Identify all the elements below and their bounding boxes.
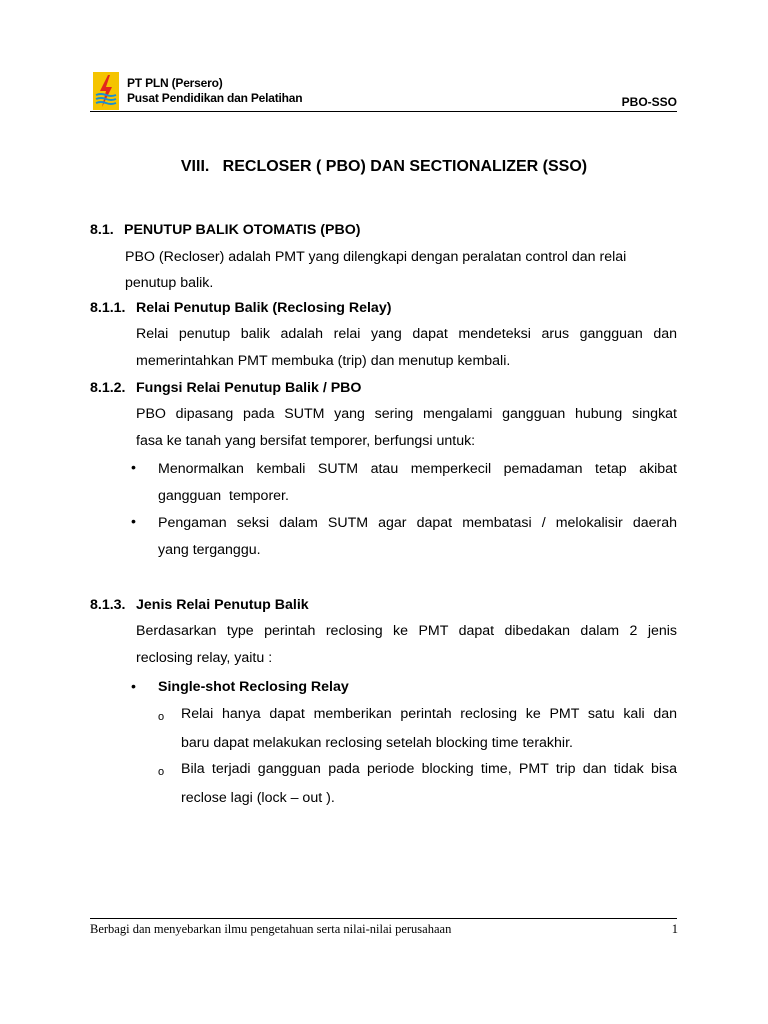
section-number: 8.1.1. (90, 300, 126, 316)
header-department: Pusat Pendidikan dan Pelatihan (127, 91, 303, 105)
section-8-1-3-heading (90, 597, 309, 613)
section-title: PENUTUP BALIK OTOMATIS (PBO) (124, 222, 361, 238)
paragraph-line: penutup balik. (125, 275, 214, 291)
section-8-1-2-heading (90, 380, 361, 396)
bullet-icon: • (131, 679, 136, 695)
list-item-line: Pengaman seksi dalam SUTM agar dapat membatasi / melokalisir daerah (158, 515, 677, 531)
section-8-1-heading (90, 222, 360, 238)
header-company: PT PLN (Persero) (127, 76, 223, 90)
paragraph-line: Relai penutup balik adalah relai yang dapat mendeteksi arus gangguan dan (136, 326, 677, 342)
sub-list-item (181, 701, 677, 758)
page-title: VIII. RECLOSER ( PBO) DAN SECTIONALIZER (SSO) (180, 158, 588, 175)
list-item (158, 456, 677, 510)
page-number: 1 (671, 922, 678, 936)
section-number: 8.1. (90, 222, 114, 238)
list-item-line: baru dapat melakukan reclosing setelah blocking time terakhir. (181, 735, 573, 751)
section-number: 8.1.2. (90, 380, 126, 396)
section-8-1-3-paragraph (136, 618, 677, 672)
paragraph-line: fasa ke tanah yang bersifat temporer, berfungsi untuk: (136, 433, 476, 449)
circle-bullet-icon: o (158, 711, 165, 723)
list-item-line: Menormalkan kembali SUTM atau memperkecil pemadaman tetap akibat (158, 461, 677, 477)
section-number: 8.1.3. (90, 597, 126, 613)
section-8-1-paragraph (125, 244, 657, 295)
circle-bullet-icon: o (158, 766, 165, 778)
paragraph-line: reclosing relay, yaitu : (136, 650, 273, 666)
section-8-1-2-paragraph (136, 401, 677, 455)
list-item-line: Bila terjadi gangguan pada periode blocking time, PMT trip dan tidak bisa (181, 761, 677, 777)
paragraph-line: PBO (Recloser) adalah PMT yang dilengkapi dengan peralatan control dan relai (125, 249, 627, 265)
section-title: Relai Penutup Balik (Reclosing Relay) (136, 300, 392, 316)
section-8-1-1-paragraph (136, 321, 677, 375)
sub-list-item (181, 756, 677, 813)
header-divider (90, 111, 677, 112)
paragraph-line: memerintahkan PMT membuka (trip) dan menutup kembali. (136, 353, 511, 369)
section-title: Fungsi Relai Penutup Balik / PBO (136, 380, 362, 396)
list-item-line: Relai hanya dapat memberikan perintah reclosing ke PMT satu kali dan (181, 706, 677, 722)
footer-divider (90, 918, 677, 919)
list-item-line: gangguan temporer. (158, 488, 289, 504)
sub-heading: Single-shot Reclosing Relay (158, 679, 349, 695)
list-item-line: reclose lagi (lock – out ). (181, 790, 335, 806)
bullet-icon: • (131, 460, 136, 476)
pln-logo-icon (93, 72, 119, 110)
list-item (158, 510, 677, 564)
paragraph-line: PBO dipasang pada SUTM yang sering mengalami gangguan hubung singkat (136, 406, 677, 422)
section-title: Jenis Relai Penutup Balik (136, 597, 309, 613)
bullet-icon: • (131, 514, 136, 530)
paragraph-line: Berdasarkan type perintah reclosing ke PMT dapat dibedakan dalam 2 jenis (136, 623, 677, 639)
header-doc-code: PBO-SSO (621, 95, 677, 109)
section-8-1-1-heading (90, 300, 391, 316)
footer-tagline: Berbagi dan menyebarkan ilmu pengetahuan serta nilai-nilai perusahaan (90, 922, 452, 936)
list-item-line: yang terganggu. (158, 542, 261, 558)
